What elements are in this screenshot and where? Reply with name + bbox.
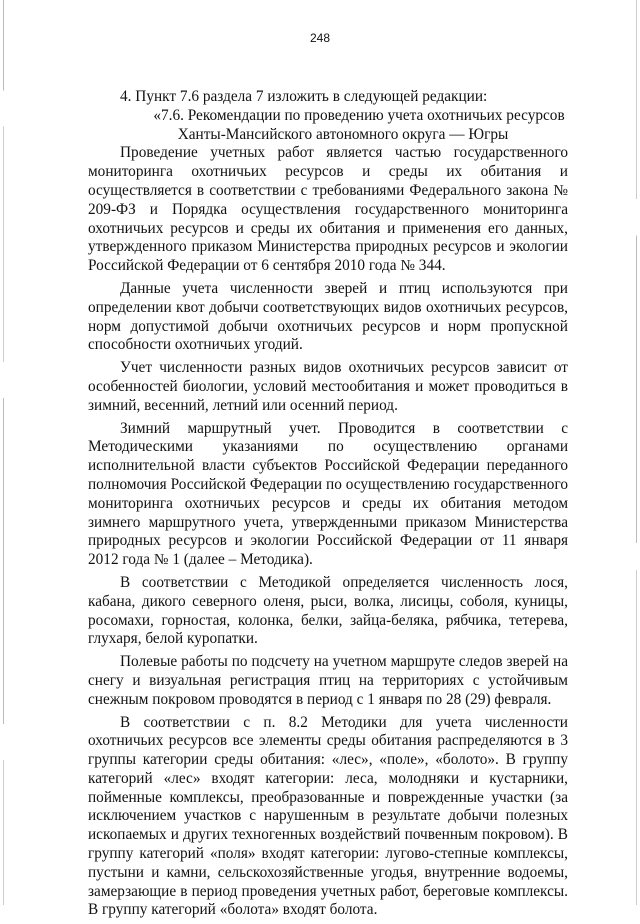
- paragraph-monitoring: Проведение учетных работ является частью государственного мониторинга охотничьих ресурсов и среды их обитания и осуществляется в соответствии с требованиями Федерального закона № 209-ФЗ и Порядка осуществления государственного мониторинга охотничьих ресурсов и среды их обитания и применения его данных, утвержденного приказом Министерства природных ресурсов и экологии Российской Федерации от 6 сентября 2010 года № 344.: [88, 144, 568, 275]
- paragraph-winter-route-survey: Зимний маршрутный учет. Проводится в соответствии с Методическими указаниями по осуществлению органами исполнительной власти субъектов Российской Федерации переданного полномочия Российской Федерации по осуществлению государственного мониторинга охотничьих ресурсов и среды их обитания методом зимнего маршрутного учета, утвержденными приказом Министерства природных ресурсов и экологии Российской Федерации от 11 января 2012 года № 1 (далее – Методика).: [88, 419, 568, 569]
- scan-edge-left: [3, 0, 4, 905]
- document-body: [88, 88, 568, 924]
- paragraph-seasonal-survey: Учет численности разных видов охотничьих ресурсов зависит от особенностей биологии, условий местообитания и может проводиться в зимний, весенний, летний или осенний период.: [88, 359, 568, 414]
- amendment-heading: 4. Пункт 7.6 раздела 7 изложить в следующей редакции:: [120, 88, 488, 105]
- section-title-line-2: Ханты-Мансийского автономного округа — Югры: [177, 125, 509, 143]
- section-title-line-1: «7.6. Рекомендации по проведению учета охотничьих ресурсов: [153, 106, 565, 124]
- paragraph-species-list: В соответствии с Методикой определяется численность лося, кабана, дикого северного оленя, рыси, волка, лисицы, соболя, куницы, росомахи, горностая, колонка, белки, зайца-беляка, рябчика, тетерева, глухаря, белой куропатки.: [88, 573, 568, 648]
- paragraph-quota-data: Данные учета численности зверей и птиц используются при определении квот добычи соответствующих видов охотничьих ресурсов, норм допустимой добычи охотничьих ресурсов и норм пропускной способности охотничьих угодий.: [88, 279, 568, 354]
- scan-edge-right: [636, 0, 637, 905]
- paragraph-habitat-categories: В соответствии с п. 8.2 Методики для учета численности охотничьих ресурсов все элементы среды обитания распределяются в 3 группы категории среды обитания: «лес», «поле», «болото». В группу категорий «лес» входят категории: леса, молодняки и кустарники, пойменные комплексы, преобразованные и поврежденные участки (за исключением участков с нарушенным в результате добычи полезных ископаемых и других техногенных воздействий почвенным покровом). В группу категорий «поля» входят категории: лугово-степные комплексы, пустыни и камни, сельскохозяйственные угодья, внутренние водоемы, замерзающие в период проведения учетных работ, береговые комплексы. В группу категорий «болота» входят болота.: [88, 713, 568, 919]
- page-number: 248: [309, 31, 331, 45]
- paragraph-field-work-period: Полевые работы по подсчету на учетном маршруте следов зверей на снегу и визуальная регистрация птиц на территориях с устойчивым снежным покровом проводятся в период с 1 января по 28 (29) февраля.: [88, 653, 568, 708]
